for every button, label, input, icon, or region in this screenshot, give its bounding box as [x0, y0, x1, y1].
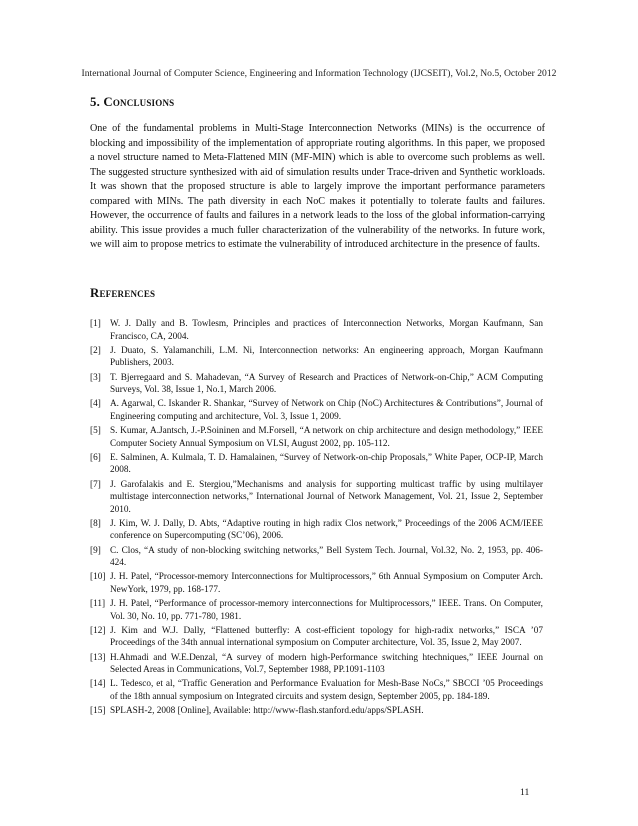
- reference-text: J. Kim and W.J. Dally, “Flattened butterfly: A cost-efficient topology for high-radix networks,” ISCA ’07 Proceedings of the 34th annual international symposium on Computer architecture, Vol. 35, Issue 2, May 2007.: [110, 625, 543, 649]
- reference-item: [90, 479, 543, 517]
- reference-number: [11]: [90, 599, 106, 609]
- reference-item: [90, 398, 543, 423]
- running-header: International Journal of Computer Science, Engineering and Information Technology (IJCSEIT), Vol.2, No.5, October 2012: [81, 68, 557, 79]
- reference-item: [90, 372, 543, 397]
- reference-text: A. Agarwal, C. Iskander R. Shankar, “Survey of Network on Chip (NoC) Architectures & Contributions”, Journal of Engineering computing and architecture, Vol. 3, Issue 1, 2009.: [110, 399, 543, 422]
- reference-number: [15]: [90, 706, 106, 716]
- reference-item: [90, 452, 543, 477]
- reference-text: T. Bjerregaard and S. Mahadevan, “A Survey of Research and Practices of Network-on-Chip,” ACM Computing Surveys, Vol. 38, Issue 1, No.1, March 2006.: [110, 372, 543, 395]
- reference-item: [90, 545, 543, 570]
- reference-number: [1]: [90, 319, 101, 329]
- reference-item: [90, 598, 543, 623]
- reference-number: [10]: [90, 572, 106, 583]
- reference-number: [5]: [90, 426, 101, 436]
- reference-text: SPLASH-2, 2008 [Online], Available: http://www-flash.stanford.edu/apps/SPLASH.: [110, 706, 424, 716]
- reference-item: [90, 678, 543, 703]
- reference-number: [14]: [90, 679, 106, 690]
- references-heading: References: [90, 286, 156, 300]
- references-heading-block: [90, 286, 545, 301]
- conclusions-heading: 5. Conclusions: [90, 95, 175, 109]
- conclusions-paragraph: One of the fundamental problems in Multi-Stage Interconnection Networks (MINs) is the occurrence of blocking and impossibility of the implementation of appropriate routing algorithms. In this paper, we proposed a novel structure named to Meta-Flattened MIN (MF-MIN) which is able to overcome such problems as well. The suggested structure synthesized with aid of simulation results under Trace-driven and Synthetic workloads. It was shown that the proposed structure is able to largely improve the important performance parameters compared with MINs. The path diversity in each NoC makes it potentially to tolerate faults and failures. However, the occurrence of faults and failures in a network leads to the loss of the global information-carrying ability. This issue provides a much fuller characterization of the vulnerability of the networks. In future work, we will aim to propose metrics to estimate the vulnerability of introduced architecture in the presence of faults.: [90, 123, 545, 250]
- reference-item: [90, 625, 543, 650]
- reference-text: J. H. Patel, “Performance of processor-memory interconnections for Multiprocessors,” IEEE. Trans. On Computer, Vol. 30, No. 10, pp. 771-780, 1981.: [110, 599, 543, 622]
- reference-number: [8]: [90, 518, 101, 529]
- reference-text: S. Kumar, A.Jantsch, J.-P.Soininen and M.Forsell, “A network on chip architecture and design methodology,” IEEE Computer Society Annual Symposium on VLSI, August 2002, pp. 105-112.: [110, 426, 543, 449]
- reference-text: W. J. Dally and B. Towlesm, Principles and practices of Interconnection Networks, Morgan Kaufmann, San Francisco, CA, 2004.: [110, 319, 543, 342]
- reference-text: J. Garofalakis and E. Stergiou,”Mechanisms and analysis for supporting multicast traffic by using multilayer multistage interconnection networks,” International Journal of Network Management, Vol. 21, Issue 2, September 2010.: [110, 479, 543, 515]
- reference-number: [9]: [90, 545, 101, 556]
- reference-number: [13]: [90, 652, 106, 663]
- conclusions-section: [90, 95, 545, 253]
- reference-number: [2]: [90, 345, 101, 356]
- reference-text: H.Ahmadi and W.E.Denzal, “A survey of modern high-Performance switching htechniques,” IEEE Journal on Selected Areas in Communications, Vol.7, September 1988, PP.1091-1103: [110, 652, 543, 675]
- reference-text: C. Clos, “A study of non-blocking switching networks,” Bell System Tech. Journal, Vol.32, No. 2, 1953, pp. 406-424.: [110, 545, 543, 568]
- reference-item: [90, 705, 543, 718]
- reference-item: [90, 425, 543, 450]
- reference-number: [7]: [90, 479, 101, 490]
- reference-number: [12]: [90, 625, 106, 636]
- reference-item: [90, 652, 543, 677]
- reference-text: J. Kim, W. J. Dally, D. Abts, “Adaptive routing in high radix Clos network,” Proceedings of the 2006 ACM/IEEE conference on Supercomputing (SC’06), 2006.: [110, 518, 543, 542]
- reference-list: [90, 318, 543, 719]
- reference-item: [90, 571, 543, 596]
- reference-number: [3]: [90, 372, 101, 383]
- reference-item: [90, 345, 543, 370]
- reference-text: J. H. Patel, “Processor-memory Interconnections for Multiprocessors,” 6th Annual Symposium on Computer Arch. NewYork, 1979, pp. 168-177.: [110, 572, 543, 595]
- reference-text: J. Duato, S. Yalamanchili, L.M. Ni, Interconnection networks: An engineering approach, Morgan Kaufmann Publishers, 2003.: [110, 345, 543, 369]
- reference-text: E. Salminen, A. Kulmala, T. D. Hamalainen, “Survey of Network-on-chip Proposals,” White Paper, OCP-IP, March 2008.: [110, 452, 543, 476]
- reference-number: [6]: [90, 452, 101, 463]
- reference-text: L. Tedesco, et al, “Traffic Generation and Performance Evaluation for Mesh-Base NoCs,” SBCCI ’05 Proceedings of the 18th annual symposium on Integrated circuits and system design, September 2005, pp. 184-189.: [110, 679, 543, 702]
- page-number: 11: [520, 787, 530, 798]
- reference-item: [90, 318, 543, 343]
- reference-item: [90, 518, 543, 543]
- reference-number: [4]: [90, 399, 101, 410]
